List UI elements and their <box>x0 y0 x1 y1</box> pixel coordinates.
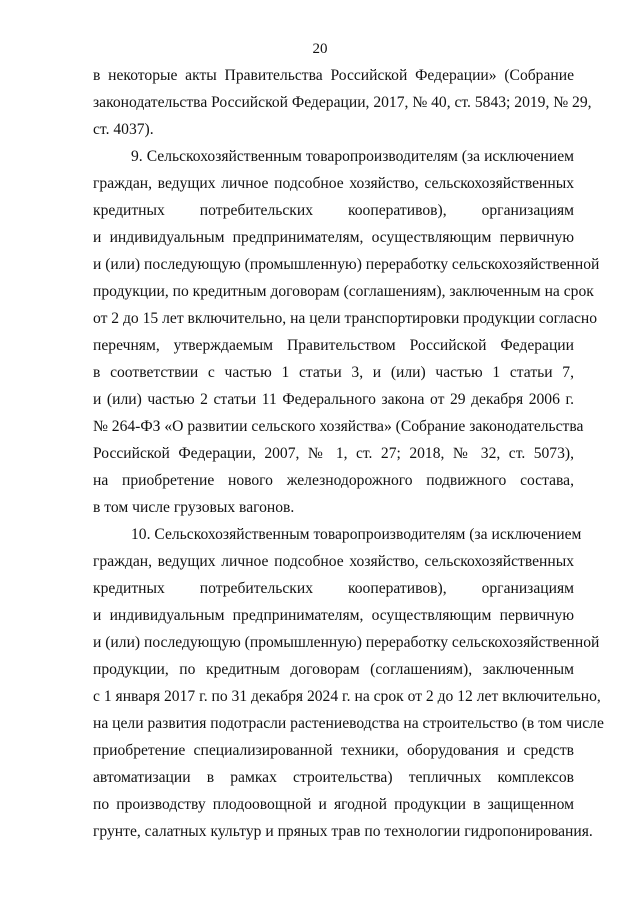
text-line: законодательства Российской Федерации, 2017, № 40, ст. 5843; 2019, № 29, <box>93 94 592 111</box>
text-line: кредитных потребительских кооперативов), организациям <box>93 202 574 219</box>
text-line: с 1 января 2017 г. по 31 декабря 2024 г. на срок от 2 до 12 лет включительно, <box>93 688 601 705</box>
paragraph-10-start: 10. Сельскохозяйственным товаропроизводителям (за исключением <box>131 526 582 543</box>
text-line: от 2 до 15 лет включительно, на цели транспортировки продукции согласно <box>93 310 598 327</box>
text-line: приобретение специализированной техники, оборудования и средств <box>93 742 574 759</box>
text-line: граждан, ведущих личное подсобное хозяйство, сельскохозяйственных <box>93 553 574 570</box>
text-line: на приобретение нового железнодорожного подвижного состава, <box>93 472 574 489</box>
text-line: № 264-ФЗ «О развитии сельского хозяйства» (Собрание законодательства <box>93 418 584 435</box>
text-line: и (или) частью 2 статьи 11 Федерального закона от 29 декабря 2006 г. <box>93 391 574 408</box>
paragraph-9-start: 9. Сельскохозяйственным товаропроизводителям (за исключением <box>131 148 574 165</box>
text-line: грунте, салатных культур и пряных трав по технологии гидропонирования. <box>93 823 593 840</box>
text-line: кредитных потребительских кооперативов), организациям <box>93 580 574 597</box>
text-line: продукции, по кредитным договорам (соглашениям), заключенным на срок <box>93 283 594 300</box>
text-line: в соответствии с частью 1 статьи 3, и (или) частью 1 статьи 7, <box>93 364 574 381</box>
page-number: 20 <box>312 41 328 57</box>
text-line: граждан, ведущих личное подсобное хозяйство, сельскохозяйственных <box>93 175 574 192</box>
text-line: автоматизации в рамках строительства) тепличных комплексов <box>93 769 574 786</box>
text-line: ст. 4037). <box>93 121 154 138</box>
text-line: и индивидуальным предпринимателям, осуществляющим первичную <box>93 229 574 246</box>
text-line: и (или) последующую (промышленную) переработку сельскохозяйственной <box>93 256 600 273</box>
text-line: Российской Федерации, 2007, № 1, ст. 27; 2018, № 32, ст. 5073), <box>93 445 574 462</box>
text-line: на цели развития подотрасли растениеводства на строительство (в том числе <box>93 715 604 732</box>
text-line: и индивидуальным предпринимателям, осуществляющим первичную <box>93 607 574 624</box>
text-line: перечням, утверждаемым Правительством Российской Федерации <box>93 337 574 354</box>
text-line: в некоторые акты Правительства Российской Федерации» (Собрание <box>93 67 574 84</box>
text-line: и (или) последующую (промышленную) переработку сельскохозяйственной <box>93 634 600 651</box>
text-line: в том числе грузовых вагонов. <box>93 499 295 516</box>
text-line: по производству плодоовощной и ягодной продукции в защищенном <box>93 796 574 813</box>
text-line: продукции, по кредитным договорам (соглашениям), заключенным <box>93 661 574 678</box>
